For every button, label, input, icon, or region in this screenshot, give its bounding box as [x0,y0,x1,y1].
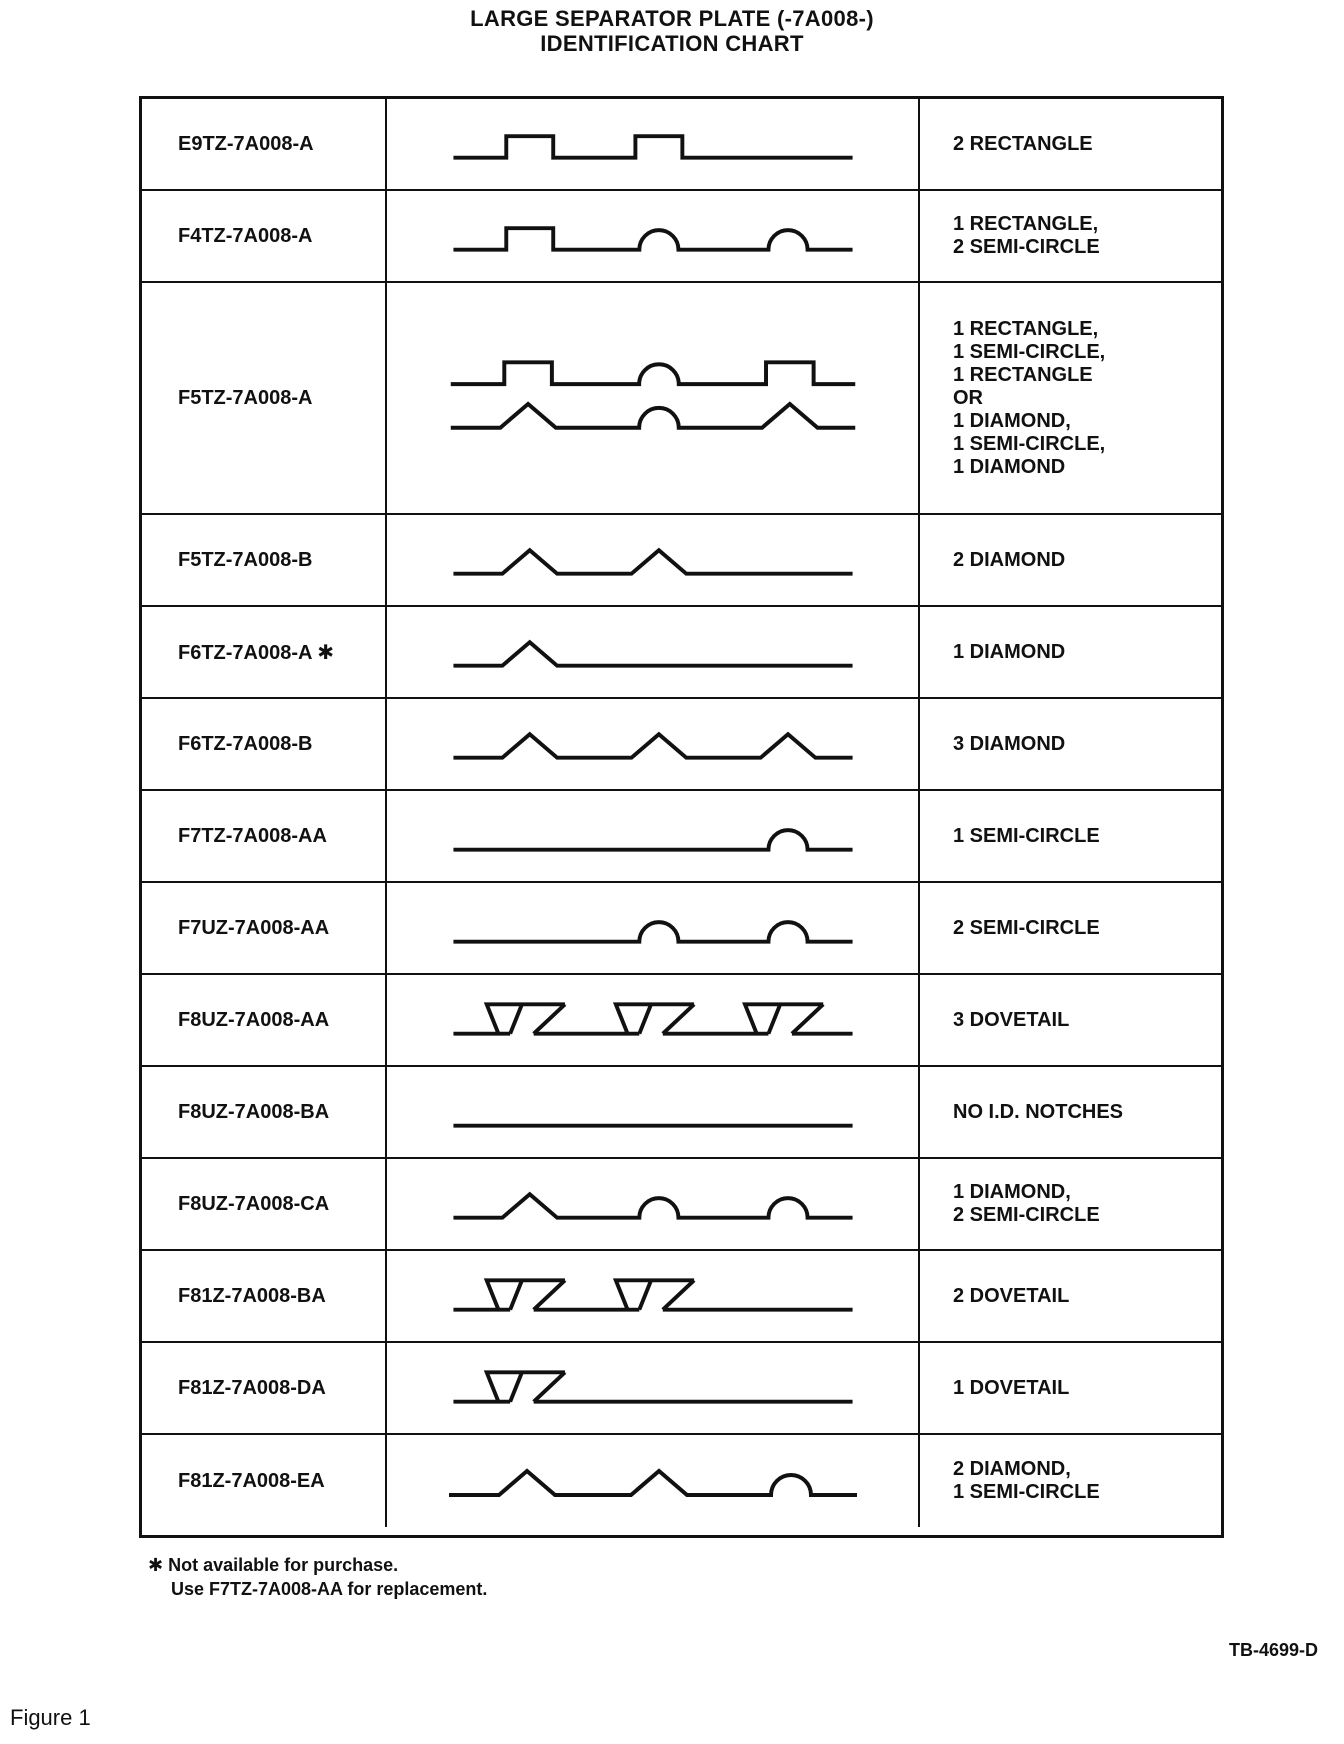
notch-description-line: 1 RECTANGLE [953,363,1093,386]
part-number: F5TZ-7A008-A [142,283,387,513]
notch-profile-drawing [387,283,920,513]
notch-description [920,99,1221,189]
notch-description-line: 2 DIAMOND, [953,1458,1071,1480]
notch-profile [387,99,920,189]
part-number: F8UZ-7A008-AA [142,975,387,1065]
part-number: F7TZ-7A008-AA [142,791,387,881]
notch-description [920,1251,1221,1341]
notch-profile [387,607,920,697]
notch-line [453,228,852,250]
part-number: F6TZ-7A008-A ✱ [142,607,387,697]
notch-description-line: 2 SEMI-CIRCLE [953,916,1100,939]
part-number: F8UZ-7A008-BA [142,1067,387,1157]
table-row [142,1435,1221,1527]
table-row [142,1343,1221,1435]
notch-description [920,191,1221,281]
notch-profile-drawing [387,883,920,973]
notch-line [453,642,852,665]
notch-description-line: 3 DOVETAIL [953,1008,1070,1031]
reference-code: TB-4699-D [1228,1640,1318,1660]
table-row [142,975,1221,1067]
footnote-line-1: ✱ Not available for purchase. [148,1555,399,1575]
notch-profile [387,1067,920,1157]
table-row [142,791,1221,883]
notch-description-line: 1 DIAMOND [953,455,1066,478]
notch-profile [387,1343,920,1433]
footnote [148,1553,487,1601]
notch-profile [387,283,920,513]
notch-description-line: 2 RECTANGLE [953,132,1093,155]
notch-description-line: 1 DOVETAIL [953,1376,1070,1399]
part-number: F5TZ-7A008-B [142,515,387,605]
notch-profile-drawing [387,1343,920,1433]
part-number: F81Z-7A008-BA [142,1251,387,1341]
notch-description [920,1159,1221,1249]
notch-line [453,830,852,850]
chart-title-line-1: LARGE SEPARATOR PLATE (-7A008-) [470,6,874,31]
part-number: E9TZ-7A008-A [142,99,387,189]
identification-table [139,96,1224,1538]
notch-profile-drawing [387,1435,920,1527]
part-number: F4TZ-7A008-A [142,191,387,281]
notch-description-line: OR [953,386,983,409]
notch-description [920,283,1221,513]
notch-profile [387,1251,920,1341]
notch-description [920,791,1221,881]
part-number: F8UZ-7A008-CA [142,1159,387,1249]
notch-line [453,922,852,942]
table-row [142,191,1221,283]
notch-profile [387,1435,920,1527]
table-row [142,515,1221,607]
figure-label: Figure 1 [10,1705,91,1730]
notch-line [453,136,852,158]
notch-line [451,404,855,428]
chart-title-line-2: IDENTIFICATION CHART [540,31,804,56]
notch-profile [387,883,920,973]
notch-profile [387,975,920,1065]
notch-line [453,1194,852,1217]
notch-description-line: 1 DIAMOND [953,640,1066,663]
notch-line [453,550,852,573]
notch-line [453,734,852,757]
notch-description-line: 2 DIAMOND [953,548,1066,571]
notch-description-line: 1 SEMI-CIRCLE [953,824,1100,847]
notch-description-line: 1 SEMI-CIRCLE, [953,340,1106,363]
table-row [142,1067,1221,1159]
notch-description [920,699,1221,789]
notch-profile-drawing [387,99,920,189]
notch-profile-drawing [387,1159,920,1249]
table-row [142,99,1221,191]
notch-profile-drawing [387,607,920,697]
notch-profile-drawing [387,699,920,789]
notch-description-line: 1 SEMI-CIRCLE, [953,432,1106,455]
notch-description [920,975,1221,1065]
notch-description-line: 1 DIAMOND, [953,1181,1071,1203]
notch-profile-drawing [387,975,920,1065]
notch-description-line: 2 DOVETAIL [953,1284,1070,1307]
notch-profile [387,1159,920,1249]
notch-profile-drawing [387,791,920,881]
notch-description-line: NO I.D. NOTCHES [953,1100,1124,1123]
notch-line [451,362,855,384]
part-number: F81Z-7A008-EA [142,1435,387,1527]
table-row [142,1159,1221,1251]
table-row [142,607,1221,699]
notch-description-line: 1 RECTANGLE, [953,317,1099,340]
notch-line [453,1372,852,1401]
notch-line [453,1004,852,1033]
notch-profile [387,191,920,281]
notch-profile-drawing [387,1067,920,1157]
notch-description-line: 2 SEMI-CIRCLE [953,236,1100,258]
table-row [142,1251,1221,1343]
notch-description-line: 1 RECTANGLE, [953,213,1099,235]
notch-description [920,1343,1221,1433]
part-number: F81Z-7A008-DA [142,1343,387,1433]
notch-description-line: 2 SEMI-CIRCLE [953,1204,1100,1226]
notch-description [920,1435,1221,1527]
notch-profile-drawing [387,515,920,605]
notch-profile [387,791,920,881]
notch-description [920,515,1221,605]
table-row [142,883,1221,975]
notch-description-line: 1 DIAMOND, [953,409,1071,432]
table-row [142,699,1221,791]
notch-description-line: 3 DIAMOND [953,732,1066,755]
notch-line [449,1471,857,1495]
notch-profile [387,515,920,605]
table-row [142,283,1221,515]
notch-description [920,607,1221,697]
notch-profile [387,699,920,789]
notch-description-line: 1 SEMI-CIRCLE [953,1481,1100,1503]
chart-title [0,6,1344,56]
notch-line [453,1280,852,1309]
footnote-line-2: Use F7TZ-7A008-AA for replacement. [171,1579,488,1599]
part-number: F6TZ-7A008-B [142,699,387,789]
notch-description [920,1067,1221,1157]
notch-description [920,883,1221,973]
notch-profile-drawing [387,1251,920,1341]
part-number: F7UZ-7A008-AA [142,883,387,973]
notch-profile-drawing [387,191,920,281]
